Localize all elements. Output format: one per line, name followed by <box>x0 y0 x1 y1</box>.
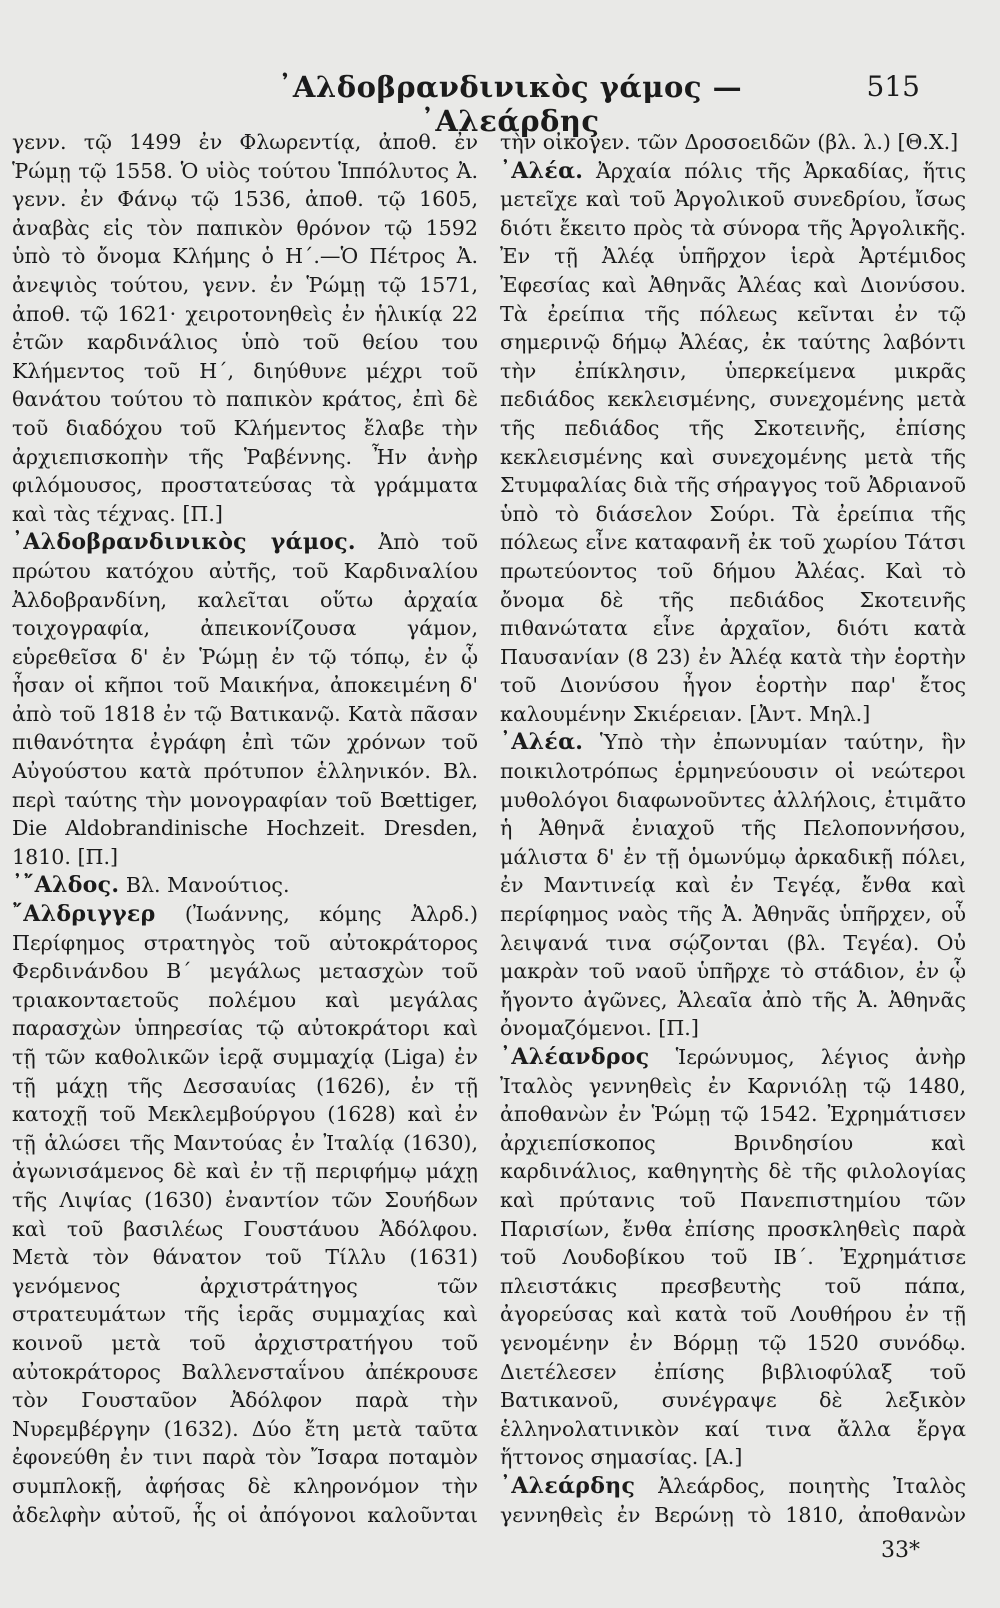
entry-text: Ἀλεάρδος, ποιητὴς Ἰταλὸς γεννηθεὶς ἐν Βερώνῃ τὸ 1810, ἀποθανὼν <box>500 1473 966 1527</box>
entry-aldos <box>12 871 478 900</box>
entry-drosera-continued <box>500 128 966 157</box>
entry-headword: ᾿Αλέανδρος <box>500 1044 650 1070</box>
signature-mark: 33* <box>881 1538 920 1563</box>
entry-text: Ὑπὸ τὴν ἐπωνυμίαν ταύτην, ἣν ποικιλοτρόπως ἑρμηνεύουσιν οἱ νεώτεροι μυθολόγοι διαφωνοῦντες ἀλλήλοις, ἐτιμᾶτο ἡ Ἀθηνᾶ ἐνιαχοῦ τῆς Πελοποννήσου, μάλιστα δ' ἐν τῇ ὁμωνύμῳ ἀρκαδικῇ πόλει, ἐν Μαντινείᾳ καὶ ἐν Τεγέᾳ, ἔνθα καὶ περίφημος ναὸς τῆς Ἀ. Ἀθηνᾶς ὑπῆρχεν, οὗ λειψανά τινα σῴζονται (βλ. Τεγέα). Οὐ μακρὰν τοῦ ναοῦ ὑπῆρχε τὸ στάδιον, ἐν ᾧ ἤγοντο ἀγῶνες, Ἀλεαῖα ἀπὸ τῆς Ἀ. Ἀθηνᾶς ὀνομαζόμενοι. [Π.] <box>500 730 966 1041</box>
entry-headword: ᾿Αλέα. <box>500 729 584 756</box>
entry-headword: ᾿῎Αλδος. <box>12 872 120 899</box>
right-column <box>500 128 966 1528</box>
entry-headword: ῎Αλδριγγερ <box>12 901 156 928</box>
entry-aleardis <box>500 1472 966 1528</box>
entry-text: Βλ. Μανούτιος. <box>119 873 290 898</box>
entry-headword: ᾿Αλεάρδης <box>500 1472 636 1499</box>
page-number: 515 <box>866 70 920 103</box>
entry-aldobrandini-wedding <box>12 528 478 871</box>
entry-text: γενν. τῷ 1499 ἐν Φλωρεντίᾳ, ἀποθ. ἐν Ῥώμῃ τῷ 1558. Ὁ υἱὸς τούτου Ἱππόλυτος Ἀ. γενν. ἐν Φάνῳ τῷ 1536, ἀποθ. τῷ 1605, ἀναβὰς εἰς τὸν παπικὸν θρόνον τῷ 1592 ὑπὸ τὸ ὄνομα Κλήμης ὁ Η΄.—Ὁ Πέτρος Ἀ. ἀνεψιὸς τούτου, γενν. ἐν Ῥώμῃ τῷ 1571, ἀποθ. τῷ 1621· χειροτονηθεὶς ἐν ἡλικίᾳ 22 ἐτῶν καρδινάλιος ὑπὸ τοῦ θείου του Κλήμεντος τοῦ Η΄, διηύθυνε μέχρι τοῦ θανάτου τούτου τὸ παπικὸν κράτος, ἐπὶ δὲ τοῦ διαδόχου τοῦ Κλήμεντος ἔλαβε τὴν ἀρχιεπισκοπὴν τῆς Ῥαβέννης. Ἦν ἀνὴρ φιλόμουσος, προστατεύσας τὰ γράμματα καὶ τὰς τέχνας. [Π.] <box>12 130 478 526</box>
entry-headword: ᾿Αλδοβρανδινικὸς γάμος. <box>12 529 356 556</box>
running-title: ᾿Αλδοβρανδινικὸς γάμος — ᾿Αλεάρδης <box>277 70 743 138</box>
entry-headword: ᾿Αλέα. <box>500 157 584 184</box>
entry-text: τὴν οἰκογεν. τῶν Δροσοειδῶν (βλ. λ.) [Θ.Χ.] <box>500 130 959 154</box>
entry-aleandros <box>500 1043 966 1472</box>
entry-text: Ἱερώνυμος, λέγιος ἀνὴρ Ἰταλὸς γεννηθεὶς ἐν Καρνιόλῃ τῷ 1480, ἀποθανὼν ἐν Ῥώμῃ τῷ 1542. Ἐχρημάτισεν ἀρχιεπίσκοπος Βρινδησίου καὶ καρδινάλιος, καθηγητὴς δὲ τῆς φιλολογίας καὶ πρύτανις τοῦ Πανεπιστημίου τῶν Παρισίων, ἔνθα ἐπίσης προσκληθεὶς παρὰ τοῦ Λουδοβίκου τοῦ ΙΒ΄. Ἐχρημάτισε πλειστάκις πρεσβευτὴς τοῦ πάπα, ἀγορεύσας καὶ κατὰ τοῦ Λουθήρου ἐν τῇ γενομένην ἐν Βόρμῃ τῷ 1520 συνόδῳ. Διετέλεσεν ἐπίσης βιβλιοφύλαξ τοῦ Βατικανοῦ, συνέγραψε δὲ λεξικὸν ἑλληνολατινικὸν καί τινα ἄλλα ἔργα ἥττονος σημασίας. [Α.] <box>500 1045 966 1470</box>
entry-text: (Ἰωάννης, κόμης Ἀλρδ.) Περίφημος στρατηγὸς τοῦ αὐτοκράτορος Φερδινάνδου Β΄ μεγάλως μετασχὼν τοῦ τριακονταετοῦς πολέμου καὶ μεγάλας παρασχὼν ὑπηρεσίας τῷ αὐτοκράτορι καὶ τῇ τῶν καθολικῶν ἱερᾷ συμμαχίᾳ (Liga) ἐν τῇ μάχῃ τῆς Δεσσαυίας (1626), ἐν τῇ κατοχῇ τοῦ Μεκλεμβούργου (1628) καὶ ἐν τῇ ἁλώσει τῆς Μαντούας ἐν Ἰταλίᾳ (1630), ἀγωνισάμενος δὲ καὶ ἐν τῇ περιφήμῳ μάχῃ τῆς Λιψίας (1630) ἐναντίον τῶν Σουήδων καὶ τοῦ βασιλέως Γουστάυου Ἀδόλφου. Μετὰ τὸν θάνατον τοῦ Τίλλυ (1631) γενόμενος ἀρχιστράτηγος τῶν στρατευμάτων τῆς ἱερᾶς συμμαχίας καὶ κοινοῦ μετὰ τοῦ ἀρχιστρατήγου τοῦ αὐτοκράτορος Βαλλενσταΐνου ἀπέκρουσε τὸν Γουσταῦον Ἀδόλφον παρὰ τὴν Νυρεμβέργην (1632). Δύο ἔτη μετὰ ταῦτα ἐφονεύθη ἐν τινι παρὰ τὸν Ἴσαρα ποταμὸν συμπλοκῇ, ἀφήσας δὲ κληρονόμον τὴν ἀδελφὴν αὐτοῦ, ἧς οἱ ἀπόγονοι καλοῦνται <box>12 902 478 1527</box>
entry-alea-epithet <box>500 728 966 1043</box>
entry-aldringer <box>12 900 478 1528</box>
entry-text: Ἀπὸ τοῦ πρώτου κατόχου αὐτῆς, τοῦ Καρδιναλίου Ἀλδοβρανδίνη, καλεῖται οὕτω ἀρχαία τοιχογραφία, ἀπεικονίζουσα γάμον, εὑρεθεῖσα δ' ἐν Ῥώμῃ ἐν τῷ τόπῳ, ἐν ᾧ ἦσαν οἱ κῆποι τοῦ Μαικήνα, ἀποκειμένη δ' ἀπὸ τοῦ 1818 ἐν τῷ Βατικανῷ. Κατὰ πᾶσαν πιθανότητα ἐγράφη ἐπὶ τῶν χρόνων τοῦ Αὐγούστου κατὰ πρότυπον ἑλληνικόν. Βλ. περὶ ταύτης τὴν μονογραφίαν τοῦ Bœttiger, Die Aldobrandinische Hochzeit. Dresden, 1810. [Π.] <box>12 530 478 869</box>
entry-text: Ἀρχαία πόλις τῆς Ἀρκαδίας, ἥτις μετεῖχε καὶ τοῦ Ἀργολικοῦ συνεδρίου, ἴσως διότι ἔκειτο πρὸς τὰ σύνορα τῆς Ἀργολικῆς. Ἐν τῇ Ἀλέᾳ ὑπῆρχον ἱερὰ Ἀρτέμιδος Ἐφεσίας καὶ Ἀθηνᾶς Ἀλέας καὶ Διονύσου. Τὰ ἐρείπια τῆς πόλεως κεῖνται ἐν τῷ σημερινῷ δήμῳ Ἀλέας, ἐκ ταύτης λαβόντι τὴν ἐπίκλησιν, ὑπερκείμενα μικρᾶς πεδιάδος κεκλεισμένης, συνεχομένης μετὰ τῆς πεδιάδος τῆς Σκοτεινῆς, ἐπίσης κεκλεισμένης καὶ συνεχομένης μετὰ τῆς Στυμφαλίας διὰ τῆς σήραγγος τοῦ Ἀδριανοῦ ὑπὸ τὸ διάσελον Σούρι. Τὰ ἐρείπια τῆς πόλεως εἶνε καταφανῆ ἐκ τοῦ χωρίου Τάτσι πρωτεύοντος τοῦ δήμου Ἀλέας. Καὶ τὸ ὄνομα δὲ τῆς πεδιάδος Σκοτεινῆς πιθανώτατα εἶνε ἀρχαῖον, διότι κατὰ Παυσανίαν (8 23) ἐν Ἀλέᾳ κατὰ τὴν ἑορτὴν τοῦ Διονύσου ἦγον ἑορτὴν παρ' ἔτος καλουμένην Σκιέρειαν. [Ἀντ. Μηλ.] <box>500 158 966 726</box>
running-head <box>0 70 1000 138</box>
left-column <box>12 128 478 1528</box>
entry-aldobrandini-continued <box>12 128 478 528</box>
entry-alea-city <box>500 157 966 729</box>
